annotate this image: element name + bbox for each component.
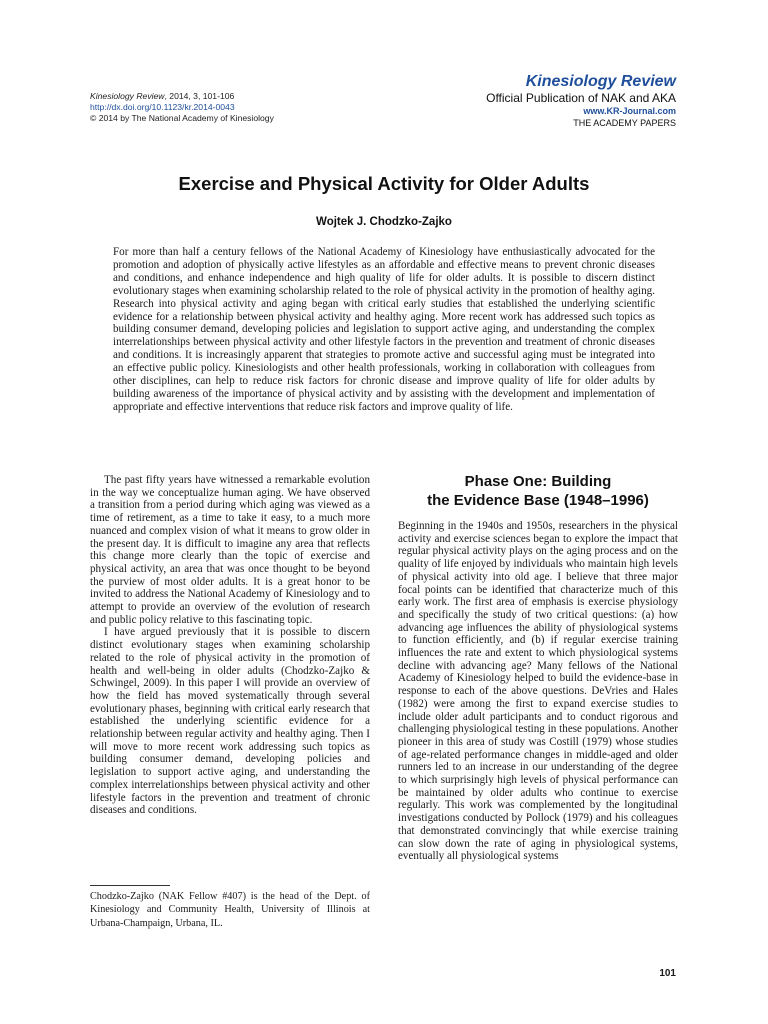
academy-papers-label: THE ACADEMY PAPERS <box>573 118 676 128</box>
body-paragraph: Beginning in the 1940s and 1950s, researchers in the physical activity and exercise sciences began to explore the impact that regular physical activity plays on the aging process and on the quality of life enjoyed by individuals who maintain high levels of physical activity into old age. I believe that three major focal points can be identified that characterize much of this early work. The first area of emphasis is exercise physiology and specifically the study of two critical questions: (a) how advancing age influences the ability of physiological systems to function efficiently, and (b) if regular exercise training influences the rate and extent to which physiological systems decline with advancing age? Many fellows of the National Academy of Kinesiology helped to build the evidence-base in response to each of the above questions. DeVries and Hales (1982) were among the first to expand exercise studies to include older adult participants and to conduct rigorous and challenging physiological testing in these populations. Another pioneer in this area of study was Costill (1979) whose studies of age-related performance changes in middle-aged and older runners led to an increase in our understanding of the degree to which surprisingly high levels of physical performance can be maintained by older adults who continue to exercise regularly. This work was complemented by the longitudinal investigations conducted by Pollock (1979) and his colleagues that demonstrated convincingly that while exercise training can slow down the rate of aging in physiological systems, eventually all physiological systems <box>398 520 678 863</box>
section-heading-line1: Phase One: Building <box>464 473 612 490</box>
page-number: 101 <box>659 968 676 979</box>
right-column <box>398 520 678 863</box>
article-title: Exercise and Physical Activity for Older Adults <box>178 173 590 194</box>
official-publication: Official Publication of NAK and AKA <box>486 91 676 105</box>
copyright-line: © 2014 by The National Academy of Kinesiology <box>90 113 274 124</box>
body-paragraph: I have argued previously that it is possible to discern distinct evolutionary stages when examining scholarship related to the role of physical activity in the promotion of health and well-being in older adults (Chodzko-Zajko & Schwingel, 2009). In this paper I will provide an overview of how the field has moved systematically through several evolutionary phases, beginning with critical early research that established the underlying scientific evidence for a relationship between regular activity and healthy aging. Then I will move to more recent work addressing such topics as building consumer demand, developing policies and legislation to support active aging, and understanding the complex interrelationships between physical activity and other lifestyle factors in the prevention and treatment of chronic diseases and conditions. <box>90 626 370 817</box>
journal-url-link[interactable]: www.KR-Journal.com <box>583 106 676 116</box>
section-heading <box>398 472 678 510</box>
abstract-text: For more than half a century fellows of the National Academy of Kinesiology have enthusiastically advocated for the promotion and adoption of physically active lifestyles as an affordable and effective means to prevent chronic diseases and conditions, and enhance independence and high quality of life for older adults. It is possible to discern distinct evolutionary stages when examining scholarship related to the role of physical activity in the promotion of healthy aging. Research into physical activity and aging began with critical early studies that established the underlying scientific evidence for a relationship between physical activity and healthy aging. More recent work has addressed such topics as building consumer demand, developing policies and legislation to support active aging, and understanding the complex interrelationships between physical activity and other lifestyle factors in the prevention and treatment of chronic diseases and conditions. It is increasingly apparent that strategies to promote active and successful aging must be integrated into an effective public policy. Kinesiologists and other health professionals, working in collaboration with colleagues from other disciplines, can help to reduce risk factors for chronic disease and improve quality of life for older adults by building awareness of the importance of physical activity and by assisting with the development and implementation of appropriate and effective interventions that reduce risk factors and improve quality of life. <box>113 246 655 413</box>
section-heading-line2: the Evidence Base (1948–1996) <box>427 492 649 509</box>
body-paragraph: The past fifty years have witnessed a remarkable evolution in the way we conceptualize human aging. We have observed a transition from a period during which aging was viewed as a time of retirement, as a time to take it easy, to a much more nuanced and complex vision of what it means to grow older in the present day. It is difficult to imagine any area that reflects this change more clearly than the topic of exercise and physical activity, an area that was once thought to be beyond the purview of most older adults. It is a great honor to be invited to address the National Academy of Kinesiology and to attempt to provide an overview of the evolution of research and public policy relative to this fascinating topic. <box>90 474 370 626</box>
footnote-text: Chodzko-Zajko (NAK Fellow #407) is the head of the Dept. of Kinesiology and Community Health, University of Illinois at Urbana-Champaign, Urbana, IL. <box>90 891 370 929</box>
left-column <box>90 474 370 817</box>
author-footnote <box>90 890 370 930</box>
article-author: Wojtek J. Chodzko-Zajko <box>316 216 452 228</box>
footnote-rule <box>90 885 170 886</box>
citation-volume: , 2014, 3, 101-106 <box>164 91 235 101</box>
doi-link[interactable]: http://dx.doi.org/10.1123/kr.2014-0043 <box>90 102 235 113</box>
citation-line <box>90 91 274 102</box>
journal-masthead <box>486 72 676 129</box>
citation-journal: Kinesiology Review <box>90 91 165 101</box>
journal-name: Kinesiology Review <box>525 73 676 90</box>
abstract <box>113 246 655 414</box>
citation-block <box>90 91 274 125</box>
